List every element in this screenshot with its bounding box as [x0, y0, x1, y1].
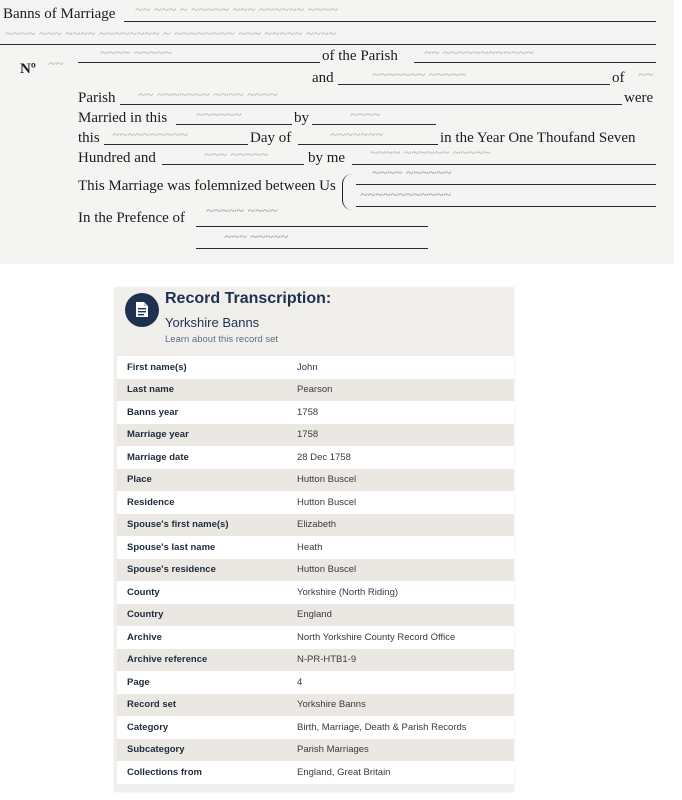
handwriting: ~~~ ~~~~~ [204, 148, 269, 163]
table-row [117, 401, 514, 424]
record-table [117, 356, 514, 784]
handwriting: ~~ [48, 57, 64, 72]
field-label: Banns year [127, 406, 179, 418]
married-in-this-label: Married in this [78, 110, 168, 126]
rule [356, 206, 656, 207]
rule [414, 62, 656, 63]
field-label: Subcategory [127, 744, 185, 756]
record-transcription-card [114, 287, 514, 791]
handwriting: ~~ [638, 68, 654, 83]
card-header [114, 287, 514, 355]
field-label: Spouse's residence [127, 564, 216, 576]
and-label: and [312, 70, 334, 86]
by-label: by [294, 110, 309, 126]
table-row [117, 739, 514, 762]
rule [0, 44, 656, 45]
field-label: Marriage date [127, 451, 189, 463]
handwriting: ~~~~~~~~~~ [112, 128, 188, 143]
banns-of-marriage-label: Banns of Marriage [3, 6, 116, 22]
rule [104, 144, 248, 145]
table-row [117, 559, 514, 582]
rule [162, 164, 304, 165]
field-label: Last name [127, 384, 174, 396]
of-the-parish-label: of the Parish [322, 48, 398, 64]
learn-about-record-set-link[interactable]: Learn about this record set [165, 334, 279, 345]
signature: ~~~~~ ~~~~ [206, 204, 278, 219]
table-row [117, 379, 514, 402]
table-row [117, 604, 514, 627]
register-scan-image [0, 0, 674, 264]
field-label: Place [127, 474, 152, 486]
handwriting: ~~~~~~~ [330, 128, 384, 143]
field-label: Collections from [127, 766, 202, 778]
field-value: Hutton Buscel [297, 564, 357, 576]
table-row [117, 694, 514, 717]
by-me-label: by me [308, 150, 346, 166]
field-value: John [297, 361, 318, 373]
were-label: were [624, 90, 654, 106]
handwriting: ~~~~ ~~~~~~ ~~~~~ [370, 146, 491, 161]
rule [196, 248, 428, 249]
handwriting: ~~~~ [350, 108, 381, 123]
field-value: Elizabeth [297, 519, 337, 531]
field-value: Hutton Buscel [297, 474, 357, 486]
field-label: First name(s) [127, 361, 187, 373]
table-row [117, 716, 514, 739]
field-value: Pearson [297, 384, 333, 396]
field-value: North Yorkshire County Record Office [297, 631, 456, 643]
field-value: Parish Marriages [297, 744, 369, 756]
field-value: England [297, 609, 332, 621]
bracket [342, 174, 353, 210]
field-label: Record set [127, 699, 177, 711]
handwriting: ~~~~~~ [196, 108, 242, 123]
table-row [117, 514, 514, 537]
signature: ~~~~~~~~~~~~ [360, 188, 451, 203]
field-value: 1758 [297, 429, 319, 441]
handwriting: ~~~~~~~ ~~~~~ [372, 68, 467, 83]
field-value: Heath [297, 541, 323, 553]
field-label: County [127, 586, 160, 598]
day-of-label: Day of [250, 130, 292, 146]
parish-label: Parish [78, 90, 116, 106]
presence-label: In the Prefence of [78, 210, 186, 226]
field-value: 4 [297, 676, 303, 688]
rule [338, 84, 610, 85]
card-title: Record Transcription: [165, 290, 332, 307]
field-label: Spouse's first name(s) [127, 519, 229, 531]
rule [356, 184, 656, 185]
table-row [117, 469, 514, 492]
field-value: Birth, Marriage, Death & Parish Records [297, 721, 467, 733]
field-label: Page [127, 676, 150, 688]
rule [352, 164, 656, 165]
year-label: in the Year One Thoufand Seven [440, 130, 636, 146]
handwriting: ~~ ~~~ ~ ~~~~~ ~~~ ~~~~~~ ~~~~ [135, 3, 338, 18]
field-label: Category [127, 721, 169, 733]
rule [196, 226, 428, 227]
table-row [117, 446, 514, 469]
field-value: Yorkshire (North Riding) [297, 586, 399, 598]
field-label: Residence [127, 496, 175, 508]
field-value: England, Great Britain [297, 766, 391, 778]
table-row [117, 649, 514, 672]
solemnized-label: This Marriage was folemnized between Us [78, 178, 336, 194]
table-row [117, 671, 514, 694]
handwriting: ~~~~ ~~~~~ [100, 46, 172, 61]
signature: ~~~~ ~~~~~~ [372, 166, 452, 181]
table-row [117, 356, 514, 379]
of-label: of [612, 70, 625, 86]
field-label: Archive reference [127, 654, 208, 666]
record-set-name: Yorkshire Banns [165, 315, 260, 330]
field-value: N-PR-HTB1-9 [297, 654, 357, 666]
handwriting: ~~ ~~~~~~~~~~~~ [424, 46, 534, 61]
hundred-and-label: Hundred and [78, 150, 156, 166]
field-label: Archive [127, 631, 162, 643]
table-row [117, 626, 514, 649]
document-icon [135, 301, 149, 318]
rule [120, 104, 622, 105]
handwriting: ~~ ~~~~~~~ ~~~~ ~~~~ [138, 88, 278, 103]
signature: ~~~ ~~~~~ [224, 230, 289, 245]
rule [124, 21, 656, 22]
rule [298, 144, 438, 145]
rule [312, 124, 436, 125]
document-icon-badge [125, 293, 159, 327]
field-label: Marriage year [127, 429, 189, 441]
field-label: Country [127, 609, 164, 621]
table-row [117, 424, 514, 447]
table-row [117, 761, 514, 784]
handwriting: ~~~~ ~~~ ~~~~ ~~~~~~~~ ~ ~~~~~~~~ ~~~ ~~~~~ ~~~~ [5, 27, 336, 42]
this-label: this [78, 130, 100, 146]
field-label: Spouse's last name [127, 541, 216, 553]
number-label: Nº [20, 61, 36, 77]
field-value: Hutton Buscel [297, 496, 357, 508]
table-row [117, 536, 514, 559]
field-value: 28 Dec 1758 [297, 451, 351, 463]
table-row [117, 581, 514, 604]
field-value: 1758 [297, 406, 319, 418]
table-row [117, 491, 514, 514]
rule [176, 124, 292, 125]
rule [78, 62, 320, 63]
field-value: Yorkshire Banns [297, 699, 366, 711]
